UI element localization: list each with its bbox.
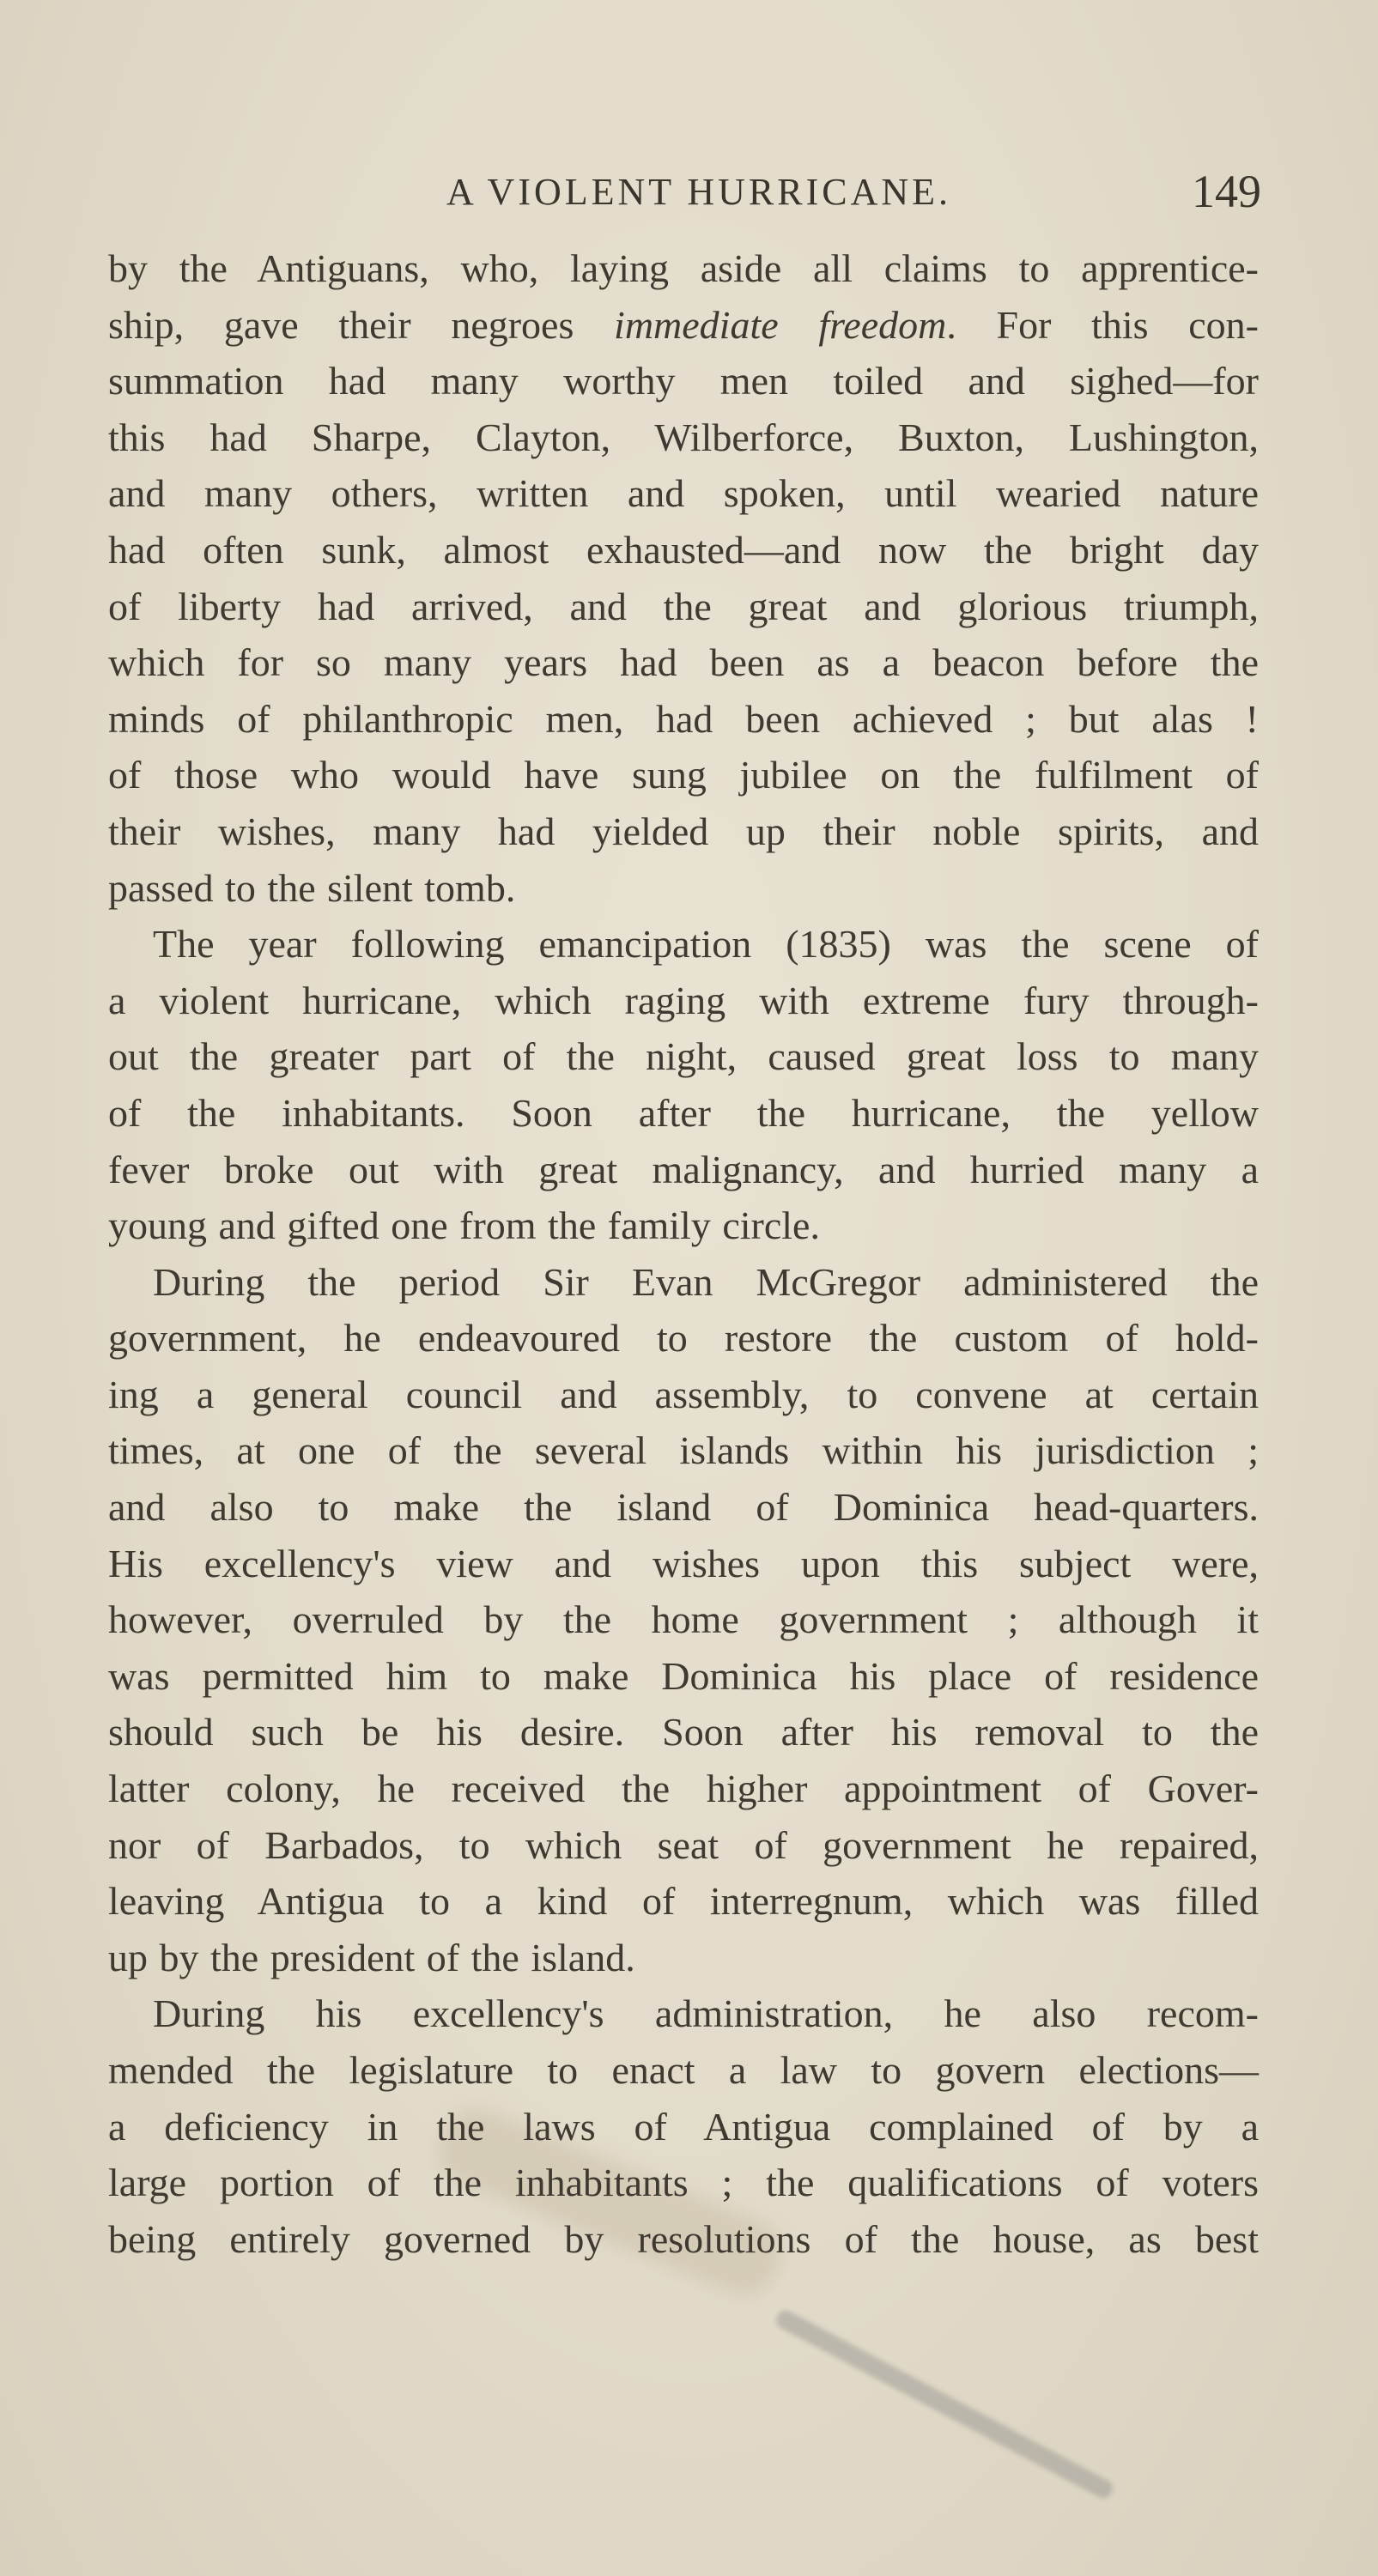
text-line: fever broke out with great malignancy, and hurried many a [108, 1147, 1259, 1191]
text-line: nor of Barbados, to which seat of government he repaired, [108, 1822, 1259, 1867]
text-line: this had Sharpe, Clayton, Wilberforce, Buxton, Lushington, [108, 415, 1259, 459]
text-line: a violent hurricane, which raging with extreme fury through- [108, 978, 1259, 1022]
text-line: a deficiency in the laws of Antigua complained of by a [108, 2104, 1259, 2149]
text-line: was permitted him to make Dominica his place of residence [108, 1653, 1259, 1698]
text-line: of liberty had arrived, and the great and glorious triumph, [108, 584, 1259, 628]
page-header [0, 166, 1378, 221]
text-line: which for so many years had been as a beacon before the [108, 640, 1259, 685]
text-line: summation had many worthy men toiled and sighed—for [108, 359, 1259, 403]
text-line: mended the legislature to enact a law to govern elections— [108, 2048, 1259, 2092]
text-line: however, overruled by the home government ; although it [108, 1597, 1259, 1642]
text-line: had often sunk, almost exhausted—and now the bright day [108, 527, 1259, 572]
text-line: of the inhabitants. Soon after the hurricane, the yellow [108, 1090, 1259, 1135]
text-line: During the period Sir Evan McGregor administered the [153, 1259, 1259, 1304]
text-line: passed to the silent tomb. [108, 865, 516, 910]
paragraph [108, 1985, 1259, 2267]
text-line: During his excellency's administration, he also recom- [153, 1991, 1259, 2036]
text-line: their wishes, many had yielded up their noble spirits, and [108, 809, 1259, 853]
text-line: times, at one of the several islands within his jurisdiction ; [108, 1428, 1259, 1473]
running-head: A VIOLENT HURRICANE. [446, 171, 952, 213]
text-line: government, he endeavoured to restore the custom of hold- [108, 1316, 1259, 1361]
text-line: should such be his desire. Soon after his removal to the [108, 1710, 1259, 1755]
emphasis: immediate freedom [614, 302, 947, 347]
text-line: young and gifted one from the family circle. [108, 1203, 820, 1248]
page-number: 149 [1192, 166, 1261, 217]
text-line: The year following emancipation (1835) was the scene of [153, 922, 1259, 967]
text-line: and many others, written and spoken, until wearied nature [108, 471, 1259, 516]
text-line: large portion of the inhabitants ; the qualifications of voters [108, 2161, 1259, 2205]
text-line: latter colony, he received the higher appointment of Gover- [108, 1767, 1259, 1811]
text-line: by the Antiguans, who, laying aside all claims to apprentice- [108, 246, 1259, 290]
text-line: and also to make the island of Dominica head-quarters. [108, 1485, 1259, 1530]
text-line: out the greater part of the night, caused great loss to many [108, 1034, 1259, 1079]
paragraph [108, 1254, 1259, 1986]
paper-scratch [774, 2307, 1116, 2501]
text-line: ship, gave their negroes immediate freedom. For this con- [108, 302, 1259, 347]
text-line: minds of philanthropic men, had been achieved ; but alas ! [108, 696, 1259, 741]
text-line: being entirely governed by resolutions of the house, as best [108, 2216, 1259, 2261]
text-line: leaving Antigua to a kind of interregnum, which was filled [108, 1879, 1259, 1924]
text-line: of those who would have sung jubilee on the fulfilment of [108, 753, 1259, 797]
paragraph [108, 916, 1259, 1254]
paragraph [108, 240, 1259, 916]
text-line: His excellency's view and wishes upon this subject were, [108, 1541, 1259, 1585]
body-text [108, 240, 1259, 2267]
text-line: up by the president of the island. [108, 1935, 635, 1979]
text-line: ing a general council and assembly, to convene at certain [108, 1372, 1259, 1416]
